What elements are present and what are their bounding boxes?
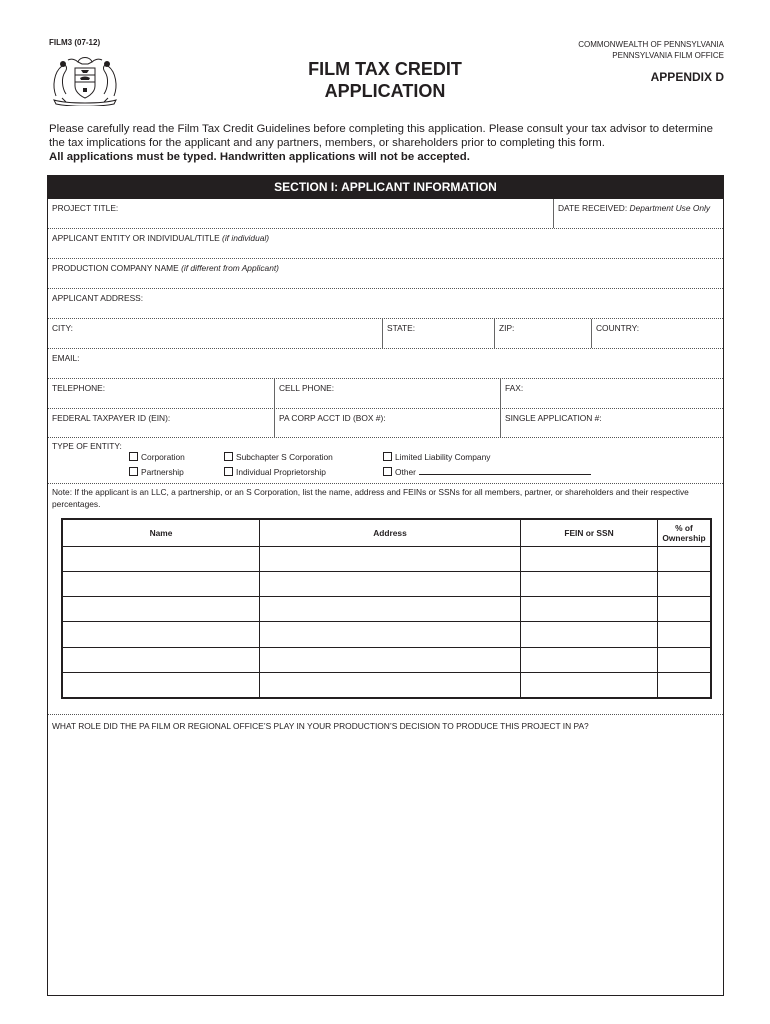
telephone-field[interactable] <box>48 379 274 408</box>
ein-field[interactable] <box>48 409 274 437</box>
pennsylvania-seal-icon <box>48 52 122 106</box>
column-header-name: Name <box>63 520 260 547</box>
project-title-label: PROJECT TITLE: <box>52 203 119 213</box>
checkbox-icon[interactable] <box>383 467 392 476</box>
intro-instructions: Please carefully read the Film Tax Credit Guidelines before completing this application. Please consult your tax advisor to determine the tax implications for the applicant and any partners, members, or shareholders prior to completing this form. <box>49 123 713 149</box>
entity-option-corporation[interactable] <box>129 452 185 462</box>
role-answer-area[interactable] <box>48 736 723 995</box>
table-row <box>63 647 711 672</box>
agency-line-2: PENNSYLVANIA FILM OFFICE <box>612 51 724 60</box>
email-field[interactable] <box>48 349 723 378</box>
address-cell[interactable] <box>260 622 521 647</box>
percent-cell[interactable] <box>658 547 711 572</box>
intro-warning: All applications must be typed. Handwritten applications will not be accepted. <box>49 151 470 163</box>
form-code: FILM3 (07-12) <box>49 38 101 47</box>
cell-phone-label: CELL PHONE: <box>279 383 335 393</box>
fein-cell[interactable] <box>521 622 658 647</box>
fax-field[interactable] <box>500 379 723 408</box>
date-received-field[interactable] <box>553 199 723 228</box>
entity-option-other[interactable] <box>383 467 591 477</box>
name-cell[interactable] <box>63 572 260 597</box>
intro-text <box>49 122 729 164</box>
percent-cell[interactable] <box>658 622 711 647</box>
cell-phone-field[interactable] <box>274 379 500 408</box>
production-company-note: (if different from Applicant) <box>181 263 279 273</box>
checkbox-icon[interactable] <box>224 452 233 461</box>
ownership-note: Note: If the applicant is an LLC, a partnership, or an S Corporation, list the name, address and FEINs or SSNs for all members, partner, or shareholders and their respective percentages. <box>52 487 689 509</box>
applicant-entity-field[interactable] <box>48 229 723 258</box>
pa-corp-field[interactable] <box>274 409 500 437</box>
applicant-address-field[interactable] <box>48 289 723 318</box>
city-label: CITY: <box>52 323 73 333</box>
column-header-ownership <box>658 520 711 547</box>
row-applicant-address <box>48 289 723 319</box>
agency-block <box>578 39 724 61</box>
fein-cell[interactable] <box>521 647 658 672</box>
entity-type-label: TYPE OF ENTITY: <box>52 441 122 451</box>
name-cell[interactable] <box>63 672 260 697</box>
fein-cell[interactable] <box>521 572 658 597</box>
checkbox-icon[interactable] <box>129 452 138 461</box>
city-field[interactable] <box>48 319 382 348</box>
pa-corp-label: PA CORP ACCT ID (BOX #): <box>279 413 386 423</box>
ownership-header-row <box>63 520 711 547</box>
table-row <box>63 672 711 697</box>
ownership-header-line-2: Ownership <box>662 533 706 543</box>
entity-option-subchapter-s[interactable] <box>224 452 333 462</box>
option-label: Other <box>395 467 416 477</box>
applicant-address-label: APPLICANT ADDRESS: <box>52 293 144 303</box>
state-label: STATE: <box>387 323 416 333</box>
fax-label: FAX: <box>505 383 524 393</box>
production-company-field[interactable] <box>48 259 723 288</box>
role-question-label: WHAT ROLE DID THE PA FILM OR REGIONAL OFFICE’S PLAY IN YOUR PRODUCTION’S DECISION TO PRODUCE THIS PROJECT IN PA? <box>52 721 589 731</box>
entity-option-llc[interactable] <box>383 452 490 462</box>
entity-option-partnership[interactable] <box>129 467 184 477</box>
name-cell[interactable] <box>63 547 260 572</box>
country-field[interactable] <box>591 319 723 348</box>
title-line-2: APPLICATION <box>324 81 446 101</box>
row-production-company <box>48 259 723 289</box>
fein-cell[interactable] <box>521 672 658 697</box>
title-line-1: FILM TAX CREDIT <box>308 59 462 79</box>
row-phones <box>48 379 723 409</box>
row-tax-ids <box>48 409 723 438</box>
email-label: EMAIL: <box>52 353 80 363</box>
telephone-label: TELEPHONE: <box>52 383 106 393</box>
address-cell[interactable] <box>260 672 521 697</box>
ownership-table <box>61 518 712 699</box>
page-title <box>270 58 500 102</box>
fein-cell[interactable] <box>521 597 658 622</box>
option-label: Partnership <box>141 467 184 477</box>
appendix-label: APPENDIX D <box>650 70 724 84</box>
column-header-fein: FEIN or SSN <box>521 520 658 547</box>
row-entity-type <box>48 438 723 484</box>
address-cell[interactable] <box>260 572 521 597</box>
row-email <box>48 349 723 379</box>
entity-option-individual-proprietorship[interactable] <box>224 467 326 477</box>
checkbox-icon[interactable] <box>129 467 138 476</box>
other-entity-input[interactable] <box>419 467 591 475</box>
row-project-title <box>48 199 723 229</box>
address-cell[interactable] <box>260 647 521 672</box>
option-label: Limited Liability Company <box>395 452 491 462</box>
name-cell[interactable] <box>63 647 260 672</box>
address-cell[interactable] <box>260 597 521 622</box>
applicant-information-form <box>47 175 724 996</box>
applicant-entity-label: APPLICANT ENTITY OR INDIVIDUAL/TITLE <box>52 233 220 243</box>
single-application-field[interactable] <box>500 409 723 437</box>
option-label: Subchapter S Corporation <box>236 452 333 462</box>
ownership-header-line-1: % of <box>675 523 693 533</box>
zip-field[interactable] <box>494 319 591 348</box>
row-applicant-entity <box>48 229 723 259</box>
applicant-entity-note: (if individual) <box>222 233 270 243</box>
project-title-field[interactable] <box>48 199 553 228</box>
zip-label: ZIP: <box>499 323 515 333</box>
name-cell[interactable] <box>63 622 260 647</box>
option-label: Corporation <box>141 452 185 462</box>
agency-line-1: COMMONWEALTH OF PENNSYLVANIA <box>578 40 724 49</box>
country-label: COUNTRY: <box>596 323 640 333</box>
percent-cell[interactable] <box>658 597 711 622</box>
option-label: Individual Proprietorship <box>236 467 326 477</box>
checkbox-icon[interactable] <box>383 452 392 461</box>
percent-cell[interactable] <box>658 572 711 597</box>
production-company-label: PRODUCTION COMPANY NAME <box>52 263 179 273</box>
date-received-label: DATE RECEIVED: <box>558 203 628 213</box>
single-application-label: SINGLE APPLICATION #: <box>505 413 602 423</box>
percent-cell[interactable] <box>658 647 711 672</box>
table-row <box>63 572 711 597</box>
date-received-note: Department Use Only <box>629 203 711 213</box>
divider <box>48 714 723 715</box>
state-field[interactable] <box>382 319 494 348</box>
checkbox-icon[interactable] <box>224 467 233 476</box>
percent-cell[interactable] <box>658 672 711 697</box>
ein-label: FEDERAL TAXPAYER ID (EIN): <box>52 413 171 423</box>
column-header-address: Address <box>260 520 521 547</box>
table-row <box>63 622 711 647</box>
name-cell[interactable] <box>63 597 260 622</box>
table-row <box>63 547 711 572</box>
section-title: SECTION I: APPLICANT INFORMATION <box>48 176 723 199</box>
address-cell[interactable] <box>260 547 521 572</box>
fein-cell[interactable] <box>521 547 658 572</box>
table-row <box>63 597 711 622</box>
row-city-state <box>48 319 723 349</box>
